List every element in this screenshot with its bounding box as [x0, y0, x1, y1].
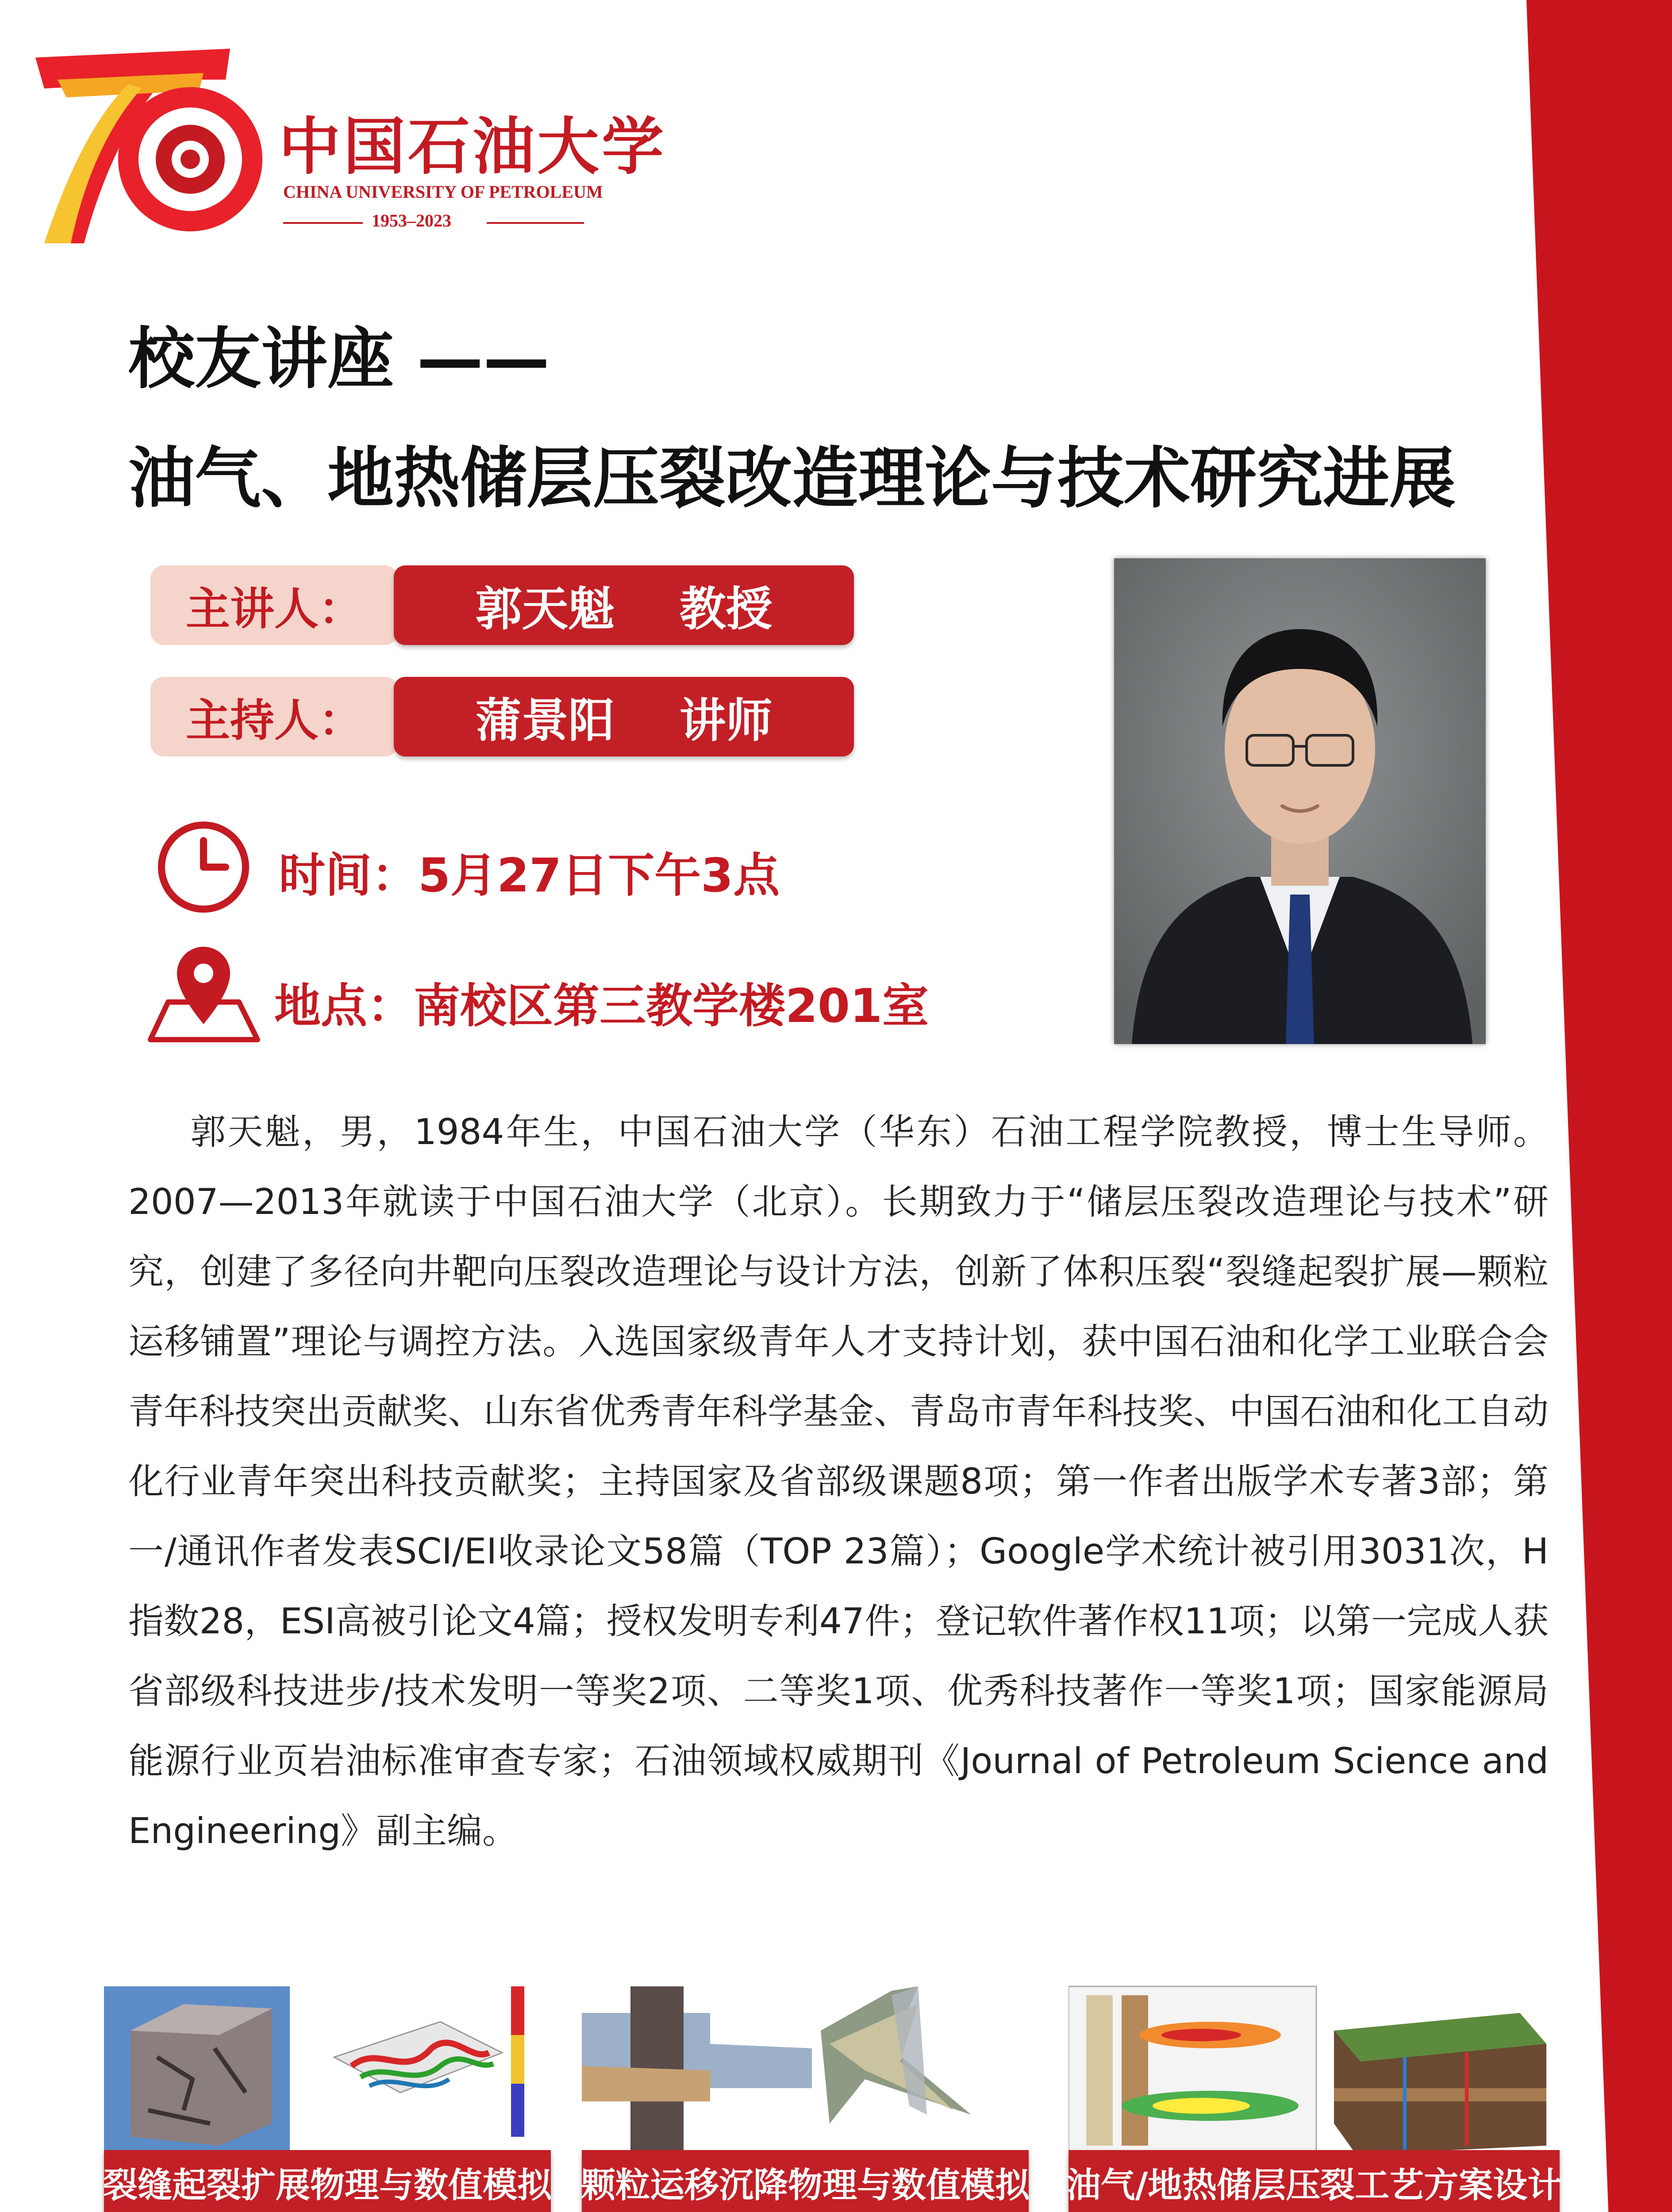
- event-time: 时间：5月27日下午3点: [279, 849, 780, 902]
- university-logo: [18, 31, 667, 252]
- portrait-image: [1114, 558, 1486, 1044]
- speaker-name: 郭天魁 教授: [394, 565, 854, 645]
- panel-caption-design: 油气/地热储层压裂工艺方案设计: [1069, 2150, 1560, 2212]
- logo-name-cn: 中国石油大学: [279, 111, 667, 183]
- logo-name-en: CHINA UNIVERSITY OF PETROLEUM: [283, 182, 603, 202]
- host-name: 蒲景阳 讲师: [394, 677, 854, 757]
- divider: [283, 222, 363, 224]
- anniversary-70-emblem-icon: [18, 31, 283, 252]
- location-pin-icon: [142, 936, 265, 1046]
- speaker-biography: 郭天魁，男，1984年生，中国石油大学（华东）石油工程学院教授，博士生导师。2007—2013年就读于中国石油大学（北京）。长期致力于“储层压裂改造理论与技术”研究，创建了多径向井靶向压裂改造理论与设计方法，创新了体积压裂“裂缝起裂扩展—颗粒运移铺置”理论与调控方法。入选国家级青年人才支持计划，获中国石油和化学工业联合会青年科技突出贡献奖、山东省优秀青年科学基金、青岛市青年科技奖、中国石油和化工自动化行业青年突出科技贡献奖；主持国家及省部级课题8项；第一作者出版学术专著3部；第一/通讯作者发表SCI/EI收录论文58篇（TOP 23篇）；Google学术统计被引用3031次，H指数28，ESI高被引论文4篇；授权发明专利47件；登记软件著作权11项；以第一完成人获省部级科技进步/技术发明一等奖2项、二等奖1项、优秀科技著作一等奖1项；国家能源局能源行业页岩油标准审查专家；石油领域权威期刊《Journal of Petroleum Science and Engineering》副主编。: [128, 1111, 1549, 1851]
- event-title: 校友讲座 ——: [128, 321, 550, 398]
- event-location: 地点：南校区第三教学楼201室: [274, 979, 929, 1033]
- logo-years: 1953–2023: [372, 211, 451, 230]
- clock-icon: [155, 818, 252, 916]
- divider: [487, 222, 584, 224]
- panel-caption-fracture: 裂缝起裂扩展物理与数值模拟: [104, 2150, 551, 2212]
- speaker-label: 主讲人：: [150, 565, 398, 645]
- host-label: 主持人：: [150, 677, 398, 757]
- speaker-portrait: [1114, 558, 1486, 1044]
- panel-caption-particle: 颗粒运移沉降物理与数值模拟: [582, 2150, 1029, 2212]
- lecture-topic: 油气、地热储层压裂改造理论与技术研究进展: [128, 440, 1456, 517]
